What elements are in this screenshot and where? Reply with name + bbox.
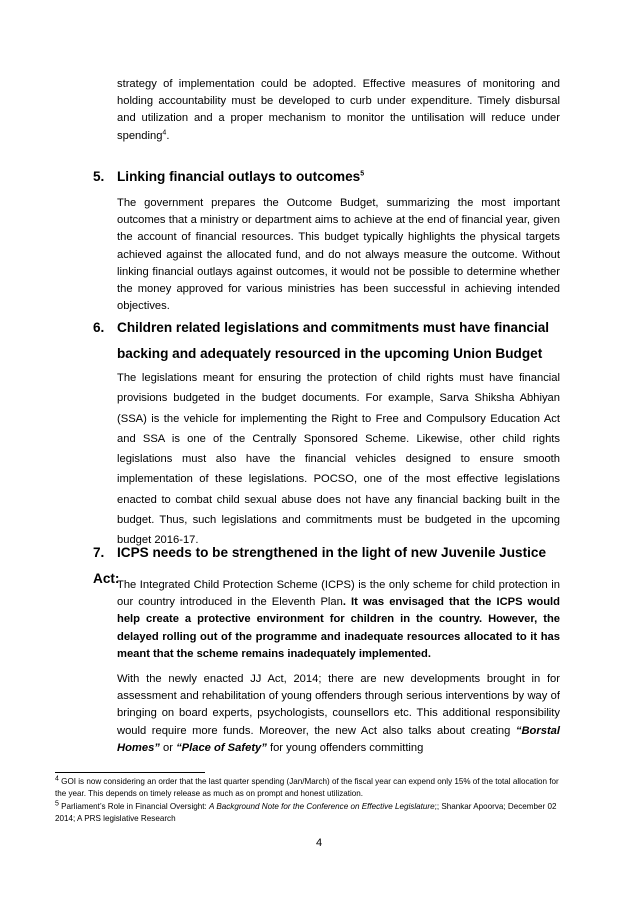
footnote-4: $^4$ GOI is now considering an order that the last quarter spending (Jan/March) of the fiscal year can expend only 15% of the total allocation for the year. This depends on timely release as much as on prompt and honest utilization. xyxy=(55,775,559,799)
footnote-ref[interactable]: 4 xyxy=(162,128,167,136)
footnote-separator xyxy=(55,772,205,773)
section-5-heading: 5. Linking financial outlays to outcomes$^5$ xyxy=(93,169,365,184)
footnote-ref[interactable]: 5 xyxy=(360,170,365,178)
section-7-paragraph-1: The Integrated Child Protection Scheme (ICPS) is the only scheme for child protection in our country introduced in the Eleventh Plan. It was envisaged that the ICPS would help create a protective environment for children in the country. However, the delayed rolling out of the programme and inadequate resources allocated to it has meant that the scheme remains inadequately implemented. xyxy=(117,579,560,660)
section-6-body: The legislations meant for ensuring the protection of child rights must have financial provisions budgeted in the budget documents. For example, Sarva Shiksha Abhiyan (SSA) is the vehicle for implementing the Right to Free and Compulsory Education Act and SSA is one of the Centrally Sponsored Scheme. Likewise, other child rights legislations must also have the financial vehicles designed to ensure smooth implementation of these legislations. POCSO, one of the most effective legislations enacted to combat child sexual abuse does not have any financial backing built in the budget. Thus, such legislations and commitments must be budgeted in the upcoming budget 2016-17. xyxy=(117,372,560,547)
section-6-heading: 6. Children related legislations and commitments must have financial backing and adequately resourced in the upcoming Union Budget xyxy=(93,320,550,361)
section-7-heading: 7. ICPS needs to be strengthened in the light of new Juvenile Justice Act: xyxy=(93,545,547,586)
page-number: 4 xyxy=(315,837,323,849)
section-7-paragraph-2: With the newly enacted JJ Act, 2014; there are new developments brought in for assessment and rehabilitation of young offenders through serious interventions by way of bringing on board experts, psychologists, counsellors etc. This additional responsibility would require more funds. Moreover, the new Act also talks about creating “Borstal Homes” or “Place of Safety” for young offenders committing xyxy=(117,673,560,754)
intro-paragraph: strategy of implementation could be adopted. Effective measures of monitoring and holding accountability must be developed to curb under expenditure. Timely disbursal and utilization and a proper mechanism to monitor the untilisation will reduce under spending$^4$. xyxy=(117,78,560,142)
section-5-body: The government prepares the Outcome Budget, summarizing the most important outcomes that a ministry or department aims to achieve at the end of financial year, given the account of financial resources. This budget typically highlights the physical targets achieved against the allocated fund, and do not always measure the outcome. Without linking financial outlays against outcomes, it would not be possible to determine whether the money approved for various ministries has been successful in achieving intended objectives. xyxy=(117,197,560,313)
footnote-5: $^5$ Parliament’s Role in Financial Oversight: A Background Note for the Conference on Effective Legislature;; Shankar Apoorva; December 02 2014; A PRS legislative Research xyxy=(55,800,557,824)
